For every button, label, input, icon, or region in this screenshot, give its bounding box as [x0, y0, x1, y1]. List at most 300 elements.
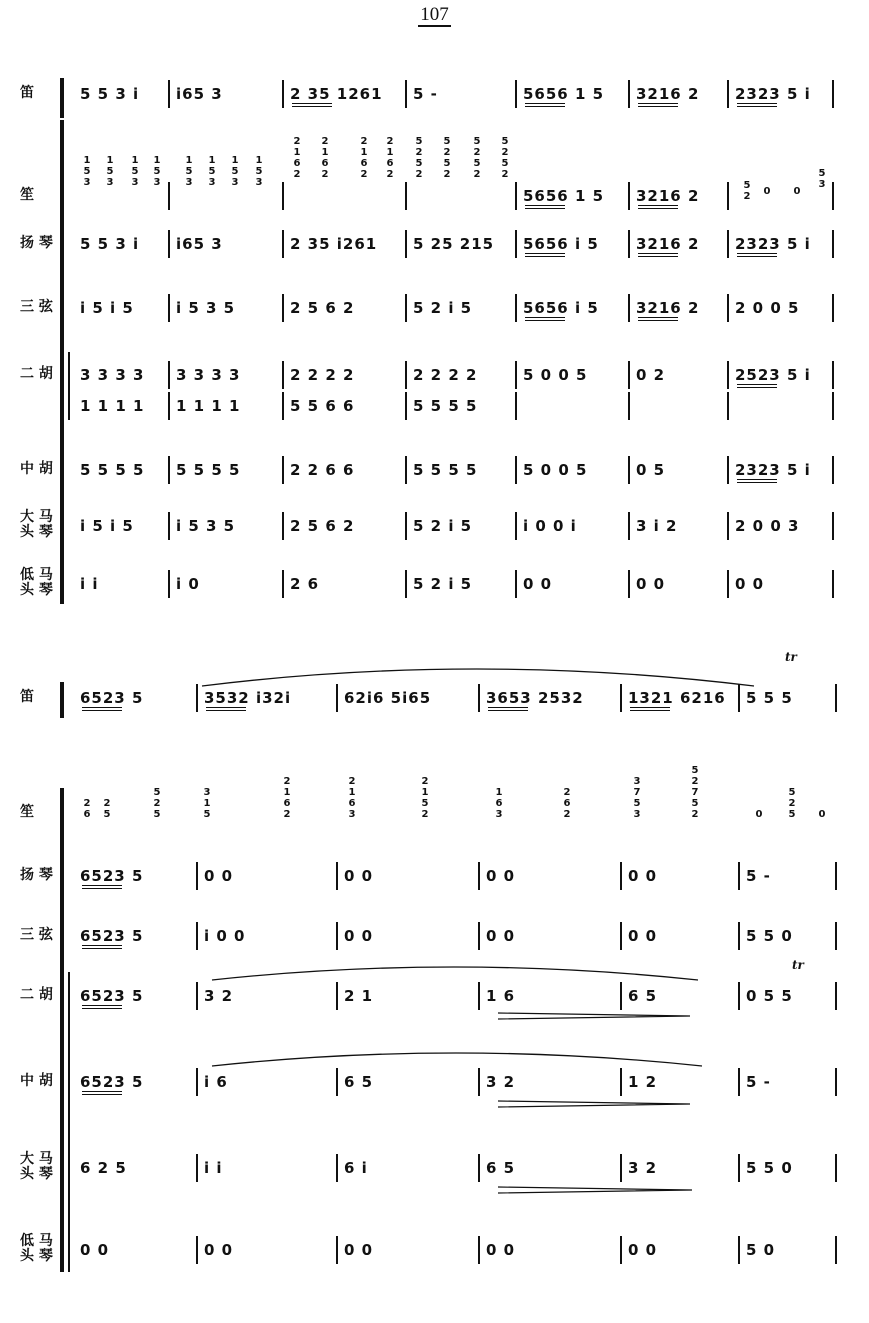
beam-line [292, 106, 332, 107]
instrument-label: 扬 琴 [20, 235, 53, 251]
sheng-chord: 2 1 6 3 [348, 776, 356, 820]
beam-line [292, 103, 332, 104]
measure-notes: 2323 5 i [735, 85, 811, 103]
staff-bracket [68, 352, 70, 420]
bar-line [336, 982, 338, 1010]
beam-line [82, 1094, 122, 1095]
beam-line [638, 317, 678, 318]
bar-line [620, 1236, 622, 1264]
bar-line [478, 862, 480, 890]
instrument-label: 大 马 头 琴 [20, 1151, 53, 1182]
bar-line [168, 456, 170, 484]
instrument-label: 笛 [20, 689, 34, 705]
bar-line [835, 922, 837, 950]
bar-line [727, 512, 729, 540]
bar-line [478, 1154, 480, 1182]
measure-notes: 5 2 i 5 [413, 299, 473, 317]
bar-line [336, 684, 338, 712]
measure-notes: 2323 5 i [735, 235, 811, 253]
bar-line [620, 1068, 622, 1096]
measure-notes: 0 0 [204, 867, 234, 885]
sheng-chord: 2 1 6 2 [321, 136, 329, 180]
measure-notes: 5 2 i 5 [413, 575, 473, 593]
measure [413, 566, 511, 602]
measure [290, 290, 401, 326]
bar-line [832, 392, 834, 420]
measure [176, 566, 278, 602]
instrument-label: 二 胡 [20, 366, 53, 382]
measure [523, 357, 624, 393]
measure-notes: i 5 3 5 [176, 517, 236, 535]
staff-bracket [68, 972, 70, 1272]
measure-notes: 3 2 [486, 1073, 516, 1091]
bar-line [168, 230, 170, 258]
measure [413, 290, 511, 326]
bar-line [515, 361, 517, 389]
sheng-chord: 2 1 6 2 [283, 776, 291, 820]
bar-line [738, 1154, 740, 1182]
bar-line [628, 294, 630, 322]
bar-line [835, 684, 837, 712]
bar-line [168, 80, 170, 108]
bar-line [628, 392, 630, 420]
measure [204, 918, 332, 954]
sheng-chord: 5 2 5 2 [443, 136, 451, 180]
beam-line [638, 106, 678, 107]
bar-line [336, 1154, 338, 1182]
bar-line [628, 570, 630, 598]
measure-notes: 1321 6216 [628, 689, 726, 707]
bar-line [405, 456, 407, 484]
measure [523, 508, 624, 544]
measure [413, 508, 511, 544]
bar-line [336, 1068, 338, 1096]
measure-notes: 3 3 3 3 [176, 366, 241, 384]
measure-notes: i 5 3 5 [176, 299, 236, 317]
bar-line [196, 1068, 198, 1096]
measure-notes: 0 0 [628, 867, 658, 885]
bar-line [168, 512, 170, 540]
bar-line [628, 456, 630, 484]
bar-line [196, 1236, 198, 1264]
phrase-slur [210, 1052, 704, 1068]
bar-line [168, 392, 170, 420]
instrument-label: 扬 琴 [20, 867, 53, 883]
sheng-chord: 5 3 [818, 168, 826, 190]
beam-line [82, 710, 122, 711]
bar-line [515, 182, 517, 210]
instrument-label: 二 胡 [20, 987, 53, 1003]
measure [344, 918, 474, 954]
bar-line [282, 512, 284, 540]
hairpin [498, 1100, 690, 1108]
sheng-chord: 5 2 7 5 2 [691, 765, 699, 820]
measure [413, 76, 511, 112]
beam-line [206, 710, 246, 711]
measure-notes: 3 2 [204, 987, 234, 1005]
instrument-label: 中 胡 [20, 461, 53, 477]
bar-line [832, 230, 834, 258]
measure-notes: 2 35 i261 [290, 235, 378, 253]
measure-notes: 6 i [344, 1159, 368, 1177]
staff-bracket [60, 682, 64, 718]
sheng-chord: 5 2 5 2 [473, 136, 481, 180]
measure-notes: 5656 i 5 [523, 235, 599, 253]
measure [290, 508, 401, 544]
bar-line [738, 684, 740, 712]
measure-notes: 2323 5 i [735, 461, 811, 479]
measure-notes: 2 0 0 3 [735, 517, 800, 535]
bar-line [727, 570, 729, 598]
phrase-slur [210, 966, 700, 982]
bar-line [515, 456, 517, 484]
measure-notes: 5 0 [746, 1241, 776, 1259]
bar-line [405, 230, 407, 258]
beam-line [630, 707, 670, 708]
bar-line [515, 230, 517, 258]
bar-line [832, 294, 834, 322]
measure-notes: 5 5 5 5 [413, 461, 478, 479]
measure-notes: 2 5 6 2 [290, 517, 355, 535]
measure [413, 388, 511, 424]
measure-notes: 5 2 i 5 [413, 517, 473, 535]
sheng-chord: 2 1 5 2 [421, 776, 429, 820]
beam-line [737, 479, 777, 480]
instrument-label: 低 马 头 琴 [20, 1233, 53, 1264]
instrument-label: 笙 [20, 187, 34, 203]
bar-line [832, 512, 834, 540]
measure-notes: 5656 1 5 [523, 85, 605, 103]
sheng-chord: 2 1 6 2 [360, 136, 368, 180]
bar-line [405, 294, 407, 322]
instrument-label: 笛 [20, 85, 34, 101]
sheng-chord: 1 6 3 [495, 787, 503, 820]
bar-line [478, 922, 480, 950]
measure-notes: 6523 5 [80, 927, 144, 945]
sheng-chord: 5 2 5 2 [501, 136, 509, 180]
bar-line [620, 862, 622, 890]
beam-line [82, 1091, 122, 1092]
bar-line [196, 862, 198, 890]
measure-notes: 5 5 3 i [80, 235, 140, 253]
measure [735, 290, 828, 326]
measure-notes: 2 2 2 2 [290, 366, 355, 384]
bar-line [620, 1154, 622, 1182]
bar-line [168, 294, 170, 322]
sheng-chord: 1 5 3 [106, 155, 114, 188]
bar-line [478, 1236, 480, 1264]
measure-notes: 5 5 6 6 [290, 397, 355, 415]
bar-line [628, 182, 630, 210]
measure [628, 978, 734, 1014]
measure [204, 858, 332, 894]
sheng-chord: 0 [818, 809, 826, 820]
beam-line [737, 103, 777, 104]
measure [486, 858, 616, 894]
measure [746, 978, 831, 1014]
beam-line [82, 948, 122, 949]
measure [344, 858, 474, 894]
measure-notes: i 0 0 i [523, 517, 577, 535]
measure-notes: 5 5 5 [746, 689, 793, 707]
measure-notes: 0 0 [486, 927, 516, 945]
sheng-chord: 2 6 [83, 798, 91, 820]
measure-notes: 2 35 1261 [290, 85, 383, 103]
measure [486, 918, 616, 954]
measure-notes: 5 0 0 5 [523, 461, 588, 479]
bar-line [727, 230, 729, 258]
measure-notes: 6523 5 [80, 867, 144, 885]
bar-line [405, 570, 407, 598]
sheng-chord: 1 5 3 [255, 155, 263, 188]
bar-line [832, 80, 834, 108]
beam-line [630, 710, 670, 711]
measure [80, 566, 164, 602]
measure-notes: 2 2 2 2 [413, 366, 478, 384]
measure [80, 388, 164, 424]
beam-line [525, 317, 565, 318]
instrument-label: 三 弦 [20, 299, 53, 315]
measure-notes: i65 3 [176, 235, 223, 253]
measure-notes: 6523 5 [80, 689, 144, 707]
measure [344, 1064, 474, 1100]
bar-line [515, 570, 517, 598]
sheng-chord: 2 5 [103, 798, 111, 820]
bar-line [478, 1068, 480, 1096]
sheng-chord: 1 5 3 [208, 155, 216, 188]
measure-notes: 5 5 5 5 [80, 461, 145, 479]
bar-line [738, 922, 740, 950]
measure-notes: 5 5 0 [746, 927, 793, 945]
measure [628, 858, 734, 894]
bar-line [620, 684, 622, 712]
measure-notes: 0 0 [204, 1241, 234, 1259]
measure-notes: 6 5 [344, 1073, 374, 1091]
bar-line [628, 512, 630, 540]
measure-notes: i 5 i 5 [80, 517, 134, 535]
beam-line [737, 256, 777, 257]
bar-line [515, 392, 517, 420]
sheng-chord: 1 5 3 [153, 155, 161, 188]
measure-notes: i 0 [176, 575, 200, 593]
measure-notes: 5 - [746, 1073, 771, 1091]
bar-line [835, 1068, 837, 1096]
beam-line [737, 106, 777, 107]
beam-line [488, 710, 528, 711]
beam-line [737, 384, 777, 385]
beam-line [737, 482, 777, 483]
bar-line [738, 982, 740, 1010]
measure-notes: 2 1 [344, 987, 374, 1005]
measure-notes: 1 2 [628, 1073, 658, 1091]
measure [204, 1150, 332, 1186]
measure [80, 76, 164, 112]
measure [486, 978, 616, 1014]
measure [290, 388, 401, 424]
measure [413, 226, 511, 262]
bar-line [282, 570, 284, 598]
measure-notes: 2 0 0 5 [735, 299, 800, 317]
measure-notes: 0 0 [628, 1241, 658, 1259]
measure [204, 1064, 332, 1100]
instrument-label: 笙 [20, 804, 34, 820]
measure [523, 452, 624, 488]
bar-line [620, 922, 622, 950]
beam-line [525, 208, 565, 209]
beam-line [525, 320, 565, 321]
measure-notes: i 5 i 5 [80, 299, 134, 317]
measure-notes: 3216 2 [636, 235, 700, 253]
measure [80, 452, 164, 488]
beam-line [638, 103, 678, 104]
measure [486, 1150, 616, 1186]
bar-line [478, 982, 480, 1010]
bar-line [832, 361, 834, 389]
measure-notes: 0 0 [344, 927, 374, 945]
bar-line [282, 294, 284, 322]
measure-notes: 5 25 215 [413, 235, 495, 253]
measure-notes: 5 - [413, 85, 438, 103]
beam-line [737, 387, 777, 388]
measure-notes: 1 1 1 1 [80, 397, 145, 415]
sheng-chord: 2 6 2 [563, 787, 571, 820]
measure [290, 452, 401, 488]
measure-notes: 0 0 [486, 1241, 516, 1259]
bar-line [628, 80, 630, 108]
bar-line [738, 862, 740, 890]
sheng-chord: 1 5 3 [83, 155, 91, 188]
measure-notes: 5656 1 5 [523, 187, 605, 205]
measure-notes: 6 5 [486, 1159, 516, 1177]
measure [176, 76, 278, 112]
measure-notes: 0 0 [636, 575, 666, 593]
measure-notes: 5 0 0 5 [523, 366, 588, 384]
bar-line [282, 80, 284, 108]
sheng-chord: 2 1 6 2 [386, 136, 394, 180]
beam-line [82, 888, 122, 889]
bar-line [515, 294, 517, 322]
measure [80, 290, 164, 326]
measure [746, 1064, 831, 1100]
measure [344, 1232, 474, 1268]
measure [486, 1064, 616, 1100]
sheng-chord: 0 [763, 186, 771, 197]
bar-line [727, 80, 729, 108]
sheng-chord: 1 5 3 [131, 155, 139, 188]
measure [80, 1150, 192, 1186]
measure-notes: 5 5 0 [746, 1159, 793, 1177]
measure-notes: i65 3 [176, 85, 223, 103]
measure-notes: 0 0 [80, 1241, 110, 1259]
beam-line [525, 205, 565, 206]
measure [80, 508, 164, 544]
bar-line [835, 1154, 837, 1182]
sheng-chord: 5 2 5 2 [415, 136, 423, 180]
measure [80, 1232, 192, 1268]
measure [746, 858, 831, 894]
measure [636, 452, 723, 488]
measure-notes: 3532 i32i [204, 689, 292, 707]
bar-line [515, 80, 517, 108]
staff-bracket [60, 120, 64, 604]
measure-notes: 0 0 [628, 927, 658, 945]
bar-line [168, 361, 170, 389]
bar-line [835, 982, 837, 1010]
bar-line [727, 361, 729, 389]
sheng-chord: 2 1 6 2 [293, 136, 301, 180]
sheng-chord: 0 [755, 809, 763, 820]
bar-line [515, 512, 517, 540]
beam-line [638, 205, 678, 206]
hairpin [498, 1012, 690, 1020]
bar-line [196, 982, 198, 1010]
bar-line [738, 1068, 740, 1096]
bar-line [196, 922, 198, 950]
measure-notes: 5 5 5 5 [176, 461, 241, 479]
bar-line [405, 182, 407, 210]
bar-line [628, 230, 630, 258]
phrase-slur [200, 668, 756, 688]
beam-line [525, 253, 565, 254]
bar-line [282, 456, 284, 484]
measure [204, 1232, 332, 1268]
measure-notes: i 6 [204, 1073, 228, 1091]
bar-line [336, 1236, 338, 1264]
bar-line [168, 570, 170, 598]
sheng-chord: 1 5 3 [185, 155, 193, 188]
bar-line [282, 361, 284, 389]
measure-notes: 5 5 3 i [80, 85, 140, 103]
measure-notes: 6523 5 [80, 987, 144, 1005]
measure-notes: 2 5 6 2 [290, 299, 355, 317]
staff-bracket [60, 788, 64, 1272]
measure [735, 566, 828, 602]
beam-line [488, 707, 528, 708]
measure [636, 357, 723, 393]
measure-notes: 1 1 1 1 [176, 397, 241, 415]
measure-notes: i i [80, 575, 99, 593]
measure-notes: 6 5 [628, 987, 658, 1005]
sheng-chord: 5 2 5 [788, 787, 796, 820]
measure [486, 1232, 616, 1268]
measure [628, 1150, 734, 1186]
beam-line [638, 320, 678, 321]
measure [628, 918, 734, 954]
bar-line [405, 512, 407, 540]
instrument-label: 中 胡 [20, 1073, 53, 1089]
beam-line [82, 945, 122, 946]
bar-line [336, 922, 338, 950]
measure-notes: 3 2 [628, 1159, 658, 1177]
measure [176, 388, 278, 424]
bar-line [196, 1154, 198, 1182]
measure [735, 508, 828, 544]
measure-notes: 3216 2 [636, 85, 700, 103]
measure-notes: 1 6 [486, 987, 516, 1005]
beam-line [638, 256, 678, 257]
staff-bracket [60, 78, 64, 118]
measure-notes: 3653 2532 [486, 689, 584, 707]
measure [344, 978, 474, 1014]
measure [290, 226, 401, 262]
instrument-label: 低 马 头 琴 [20, 567, 53, 598]
measure-notes: 5656 i 5 [523, 299, 599, 317]
measure-notes: 5 5 5 5 [413, 397, 478, 415]
measure-notes: 0 0 [735, 575, 765, 593]
measure-notes: 3216 2 [636, 187, 700, 205]
bar-line [727, 456, 729, 484]
measure-notes: 2 2 6 6 [290, 461, 355, 479]
